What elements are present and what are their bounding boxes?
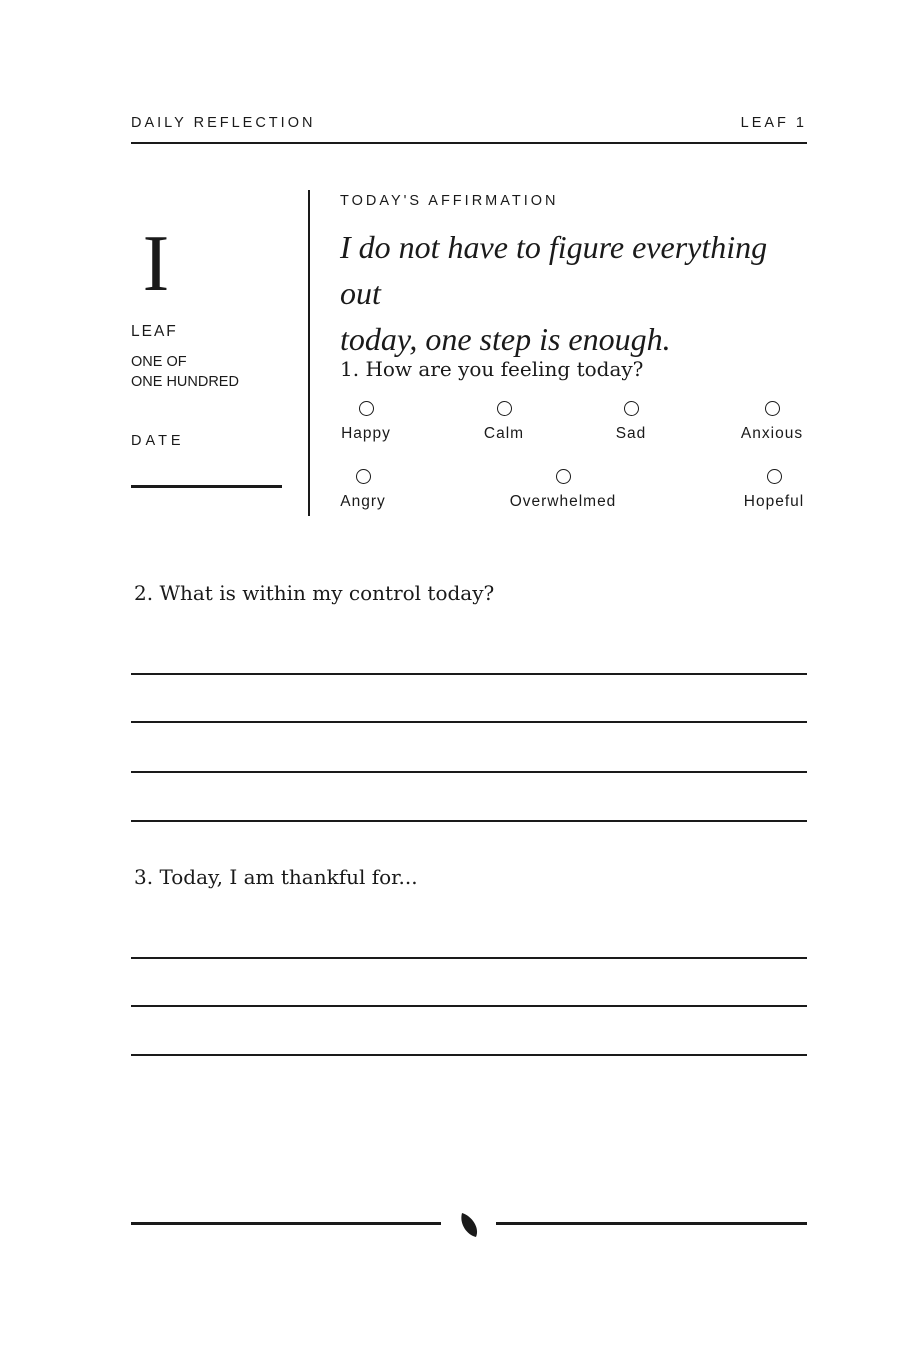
- mood-option-angry[interactable]: [303, 469, 423, 511]
- mood-option-anxious[interactable]: [712, 401, 832, 443]
- mood-label: Anxious: [740, 425, 804, 442]
- writing-line[interactable]: [131, 957, 807, 959]
- writing-line[interactable]: [131, 771, 807, 773]
- leaf-icon: [457, 1210, 481, 1245]
- radio-circle-icon[interactable]: [356, 469, 371, 484]
- leaf-numeral: I: [142, 220, 170, 308]
- radio-circle-icon[interactable]: [497, 401, 512, 416]
- question-1: 1. How are you feeling today?: [340, 357, 644, 381]
- mood-option-hopeful[interactable]: [714, 469, 834, 511]
- date-write-line[interactable]: [131, 485, 282, 488]
- question-2: 2. What is within my control today?: [134, 581, 495, 605]
- radio-circle-icon[interactable]: [556, 469, 571, 484]
- footer-rule-left: [131, 1222, 441, 1225]
- leaf-subtitle-line-1: ONE OF: [131, 354, 187, 370]
- writing-line[interactable]: [131, 673, 807, 675]
- radio-circle-icon[interactable]: [624, 401, 639, 416]
- mood-option-calm[interactable]: [444, 401, 564, 443]
- date-label: DATE: [131, 433, 185, 449]
- mood-label: Hopeful: [743, 493, 805, 510]
- mood-option-overwhelmed[interactable]: [503, 469, 623, 511]
- writing-line[interactable]: [131, 721, 807, 723]
- header-divider: [131, 142, 807, 144]
- mood-label: Happy: [341, 425, 391, 442]
- affirmation-line-2: today, one step is enough.: [340, 321, 671, 357]
- writing-line[interactable]: [131, 820, 807, 822]
- header-title: DAILY REFLECTION: [131, 115, 316, 131]
- radio-circle-icon[interactable]: [765, 401, 780, 416]
- mood-label: Overwhelmed: [509, 493, 617, 510]
- mood-label: Angry: [340, 493, 386, 510]
- leaf-word: LEAF: [131, 323, 178, 340]
- mood-option-happy[interactable]: [306, 401, 426, 443]
- affirmation-line-1: I do not have to figure everything out: [340, 229, 768, 311]
- affirmation-label: TODAY'S AFFIRMATION: [340, 193, 559, 209]
- header-leaf-label: LEAF 1: [740, 115, 807, 131]
- vertical-divider: [308, 190, 310, 516]
- leaf-subtitle-line-2: ONE HUNDRED: [131, 374, 239, 390]
- mood-option-sad[interactable]: [571, 401, 691, 443]
- radio-circle-icon[interactable]: [767, 469, 782, 484]
- writing-line[interactable]: [131, 1005, 807, 1007]
- affirmation-text: [340, 224, 815, 362]
- writing-line[interactable]: [131, 1054, 807, 1056]
- footer-rule-right: [496, 1222, 807, 1225]
- mood-label: Sad: [615, 425, 647, 442]
- radio-circle-icon[interactable]: [359, 401, 374, 416]
- question-3: 3. Today, I am thankful for...: [134, 865, 418, 889]
- mood-label: Calm: [483, 425, 525, 442]
